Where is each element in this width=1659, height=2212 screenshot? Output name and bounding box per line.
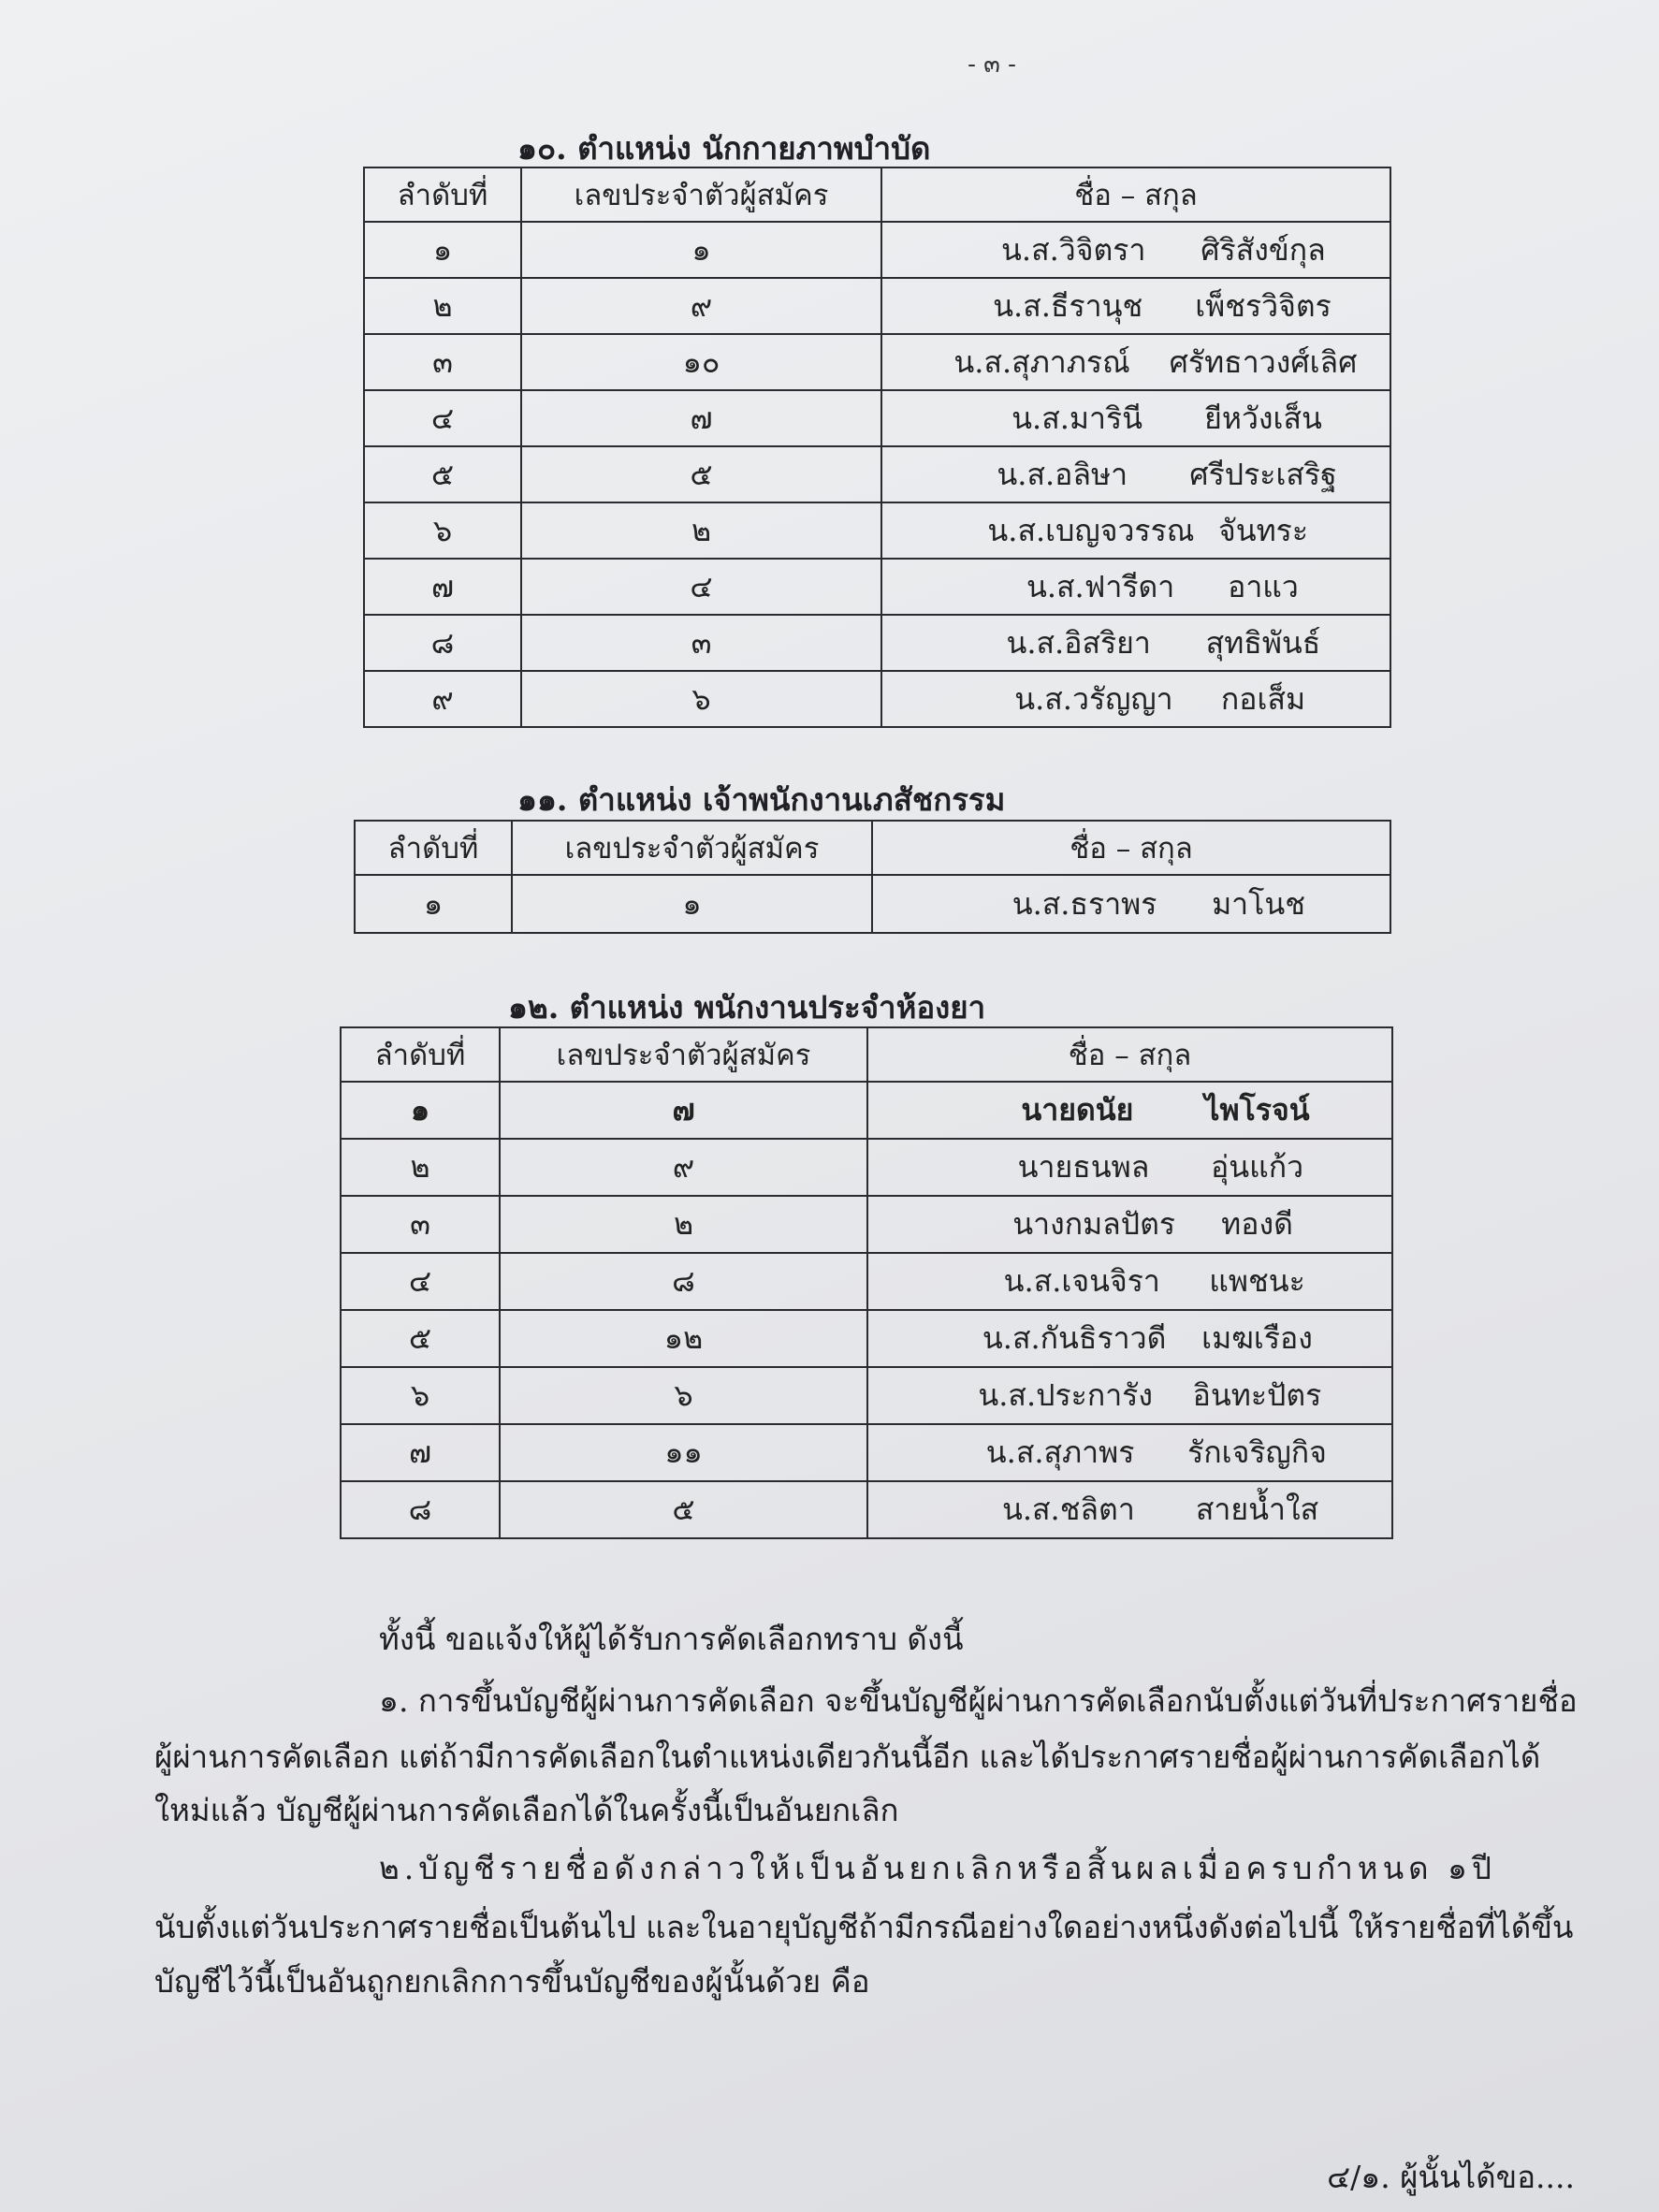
- row-name: [881, 446, 1390, 502]
- row-order: ๒: [341, 1139, 500, 1196]
- row-order: ๙: [364, 671, 521, 727]
- last-name: เพ็ชรวิจิตร: [1195, 287, 1332, 324]
- row-applicant-id: ๑๑: [500, 1424, 867, 1481]
- notice-item1-line2: ผู้ผ่านการคัดเลือก แต่ถ้ามีการคัดเลือกในตำแหน่งเดียวกันนี้อีก และได้ประกาศรายชื่อผู้ผ่านการคัดเลือกได้: [154, 1739, 1541, 1775]
- header-order: ลำดับที่: [355, 821, 512, 875]
- row-applicant-id: ๕: [500, 1481, 867, 1538]
- row-applicant-id: ๑: [512, 875, 872, 933]
- first-name: น.ส.วิจิตรา: [1001, 231, 1146, 268]
- first-name: น.ส.เบญจวรรณ: [987, 512, 1195, 548]
- first-name: น.ส.สุภาพร: [985, 1434, 1135, 1470]
- row-order: ๗: [364, 559, 521, 615]
- row-order: ๓: [341, 1196, 500, 1253]
- first-name: น.ส.มารินี: [1011, 400, 1143, 436]
- table-row: [341, 1367, 1392, 1424]
- row-order: ๑: [355, 875, 512, 933]
- row-applicant-id: ๘: [500, 1253, 867, 1310]
- row-applicant-id: ๔: [521, 559, 881, 615]
- first-name: นายธนพล: [1017, 1149, 1150, 1185]
- table-row: [364, 559, 1390, 615]
- row-name: [867, 1196, 1392, 1253]
- table-row: [341, 1196, 1392, 1253]
- last-name: จันทระ: [1217, 512, 1309, 548]
- first-name: น.ส.วรัญญา: [1014, 680, 1173, 717]
- row-name: [867, 1424, 1392, 1481]
- row-order: ๑: [341, 1082, 500, 1139]
- table-row: [364, 502, 1390, 559]
- last-name: อาแว: [1228, 568, 1299, 604]
- row-name: [881, 615, 1390, 671]
- table-row: [364, 334, 1390, 390]
- last-name: รักเจริญกิจ: [1187, 1434, 1327, 1470]
- first-name: นางกมลปัตร: [1012, 1206, 1176, 1242]
- table-physical-therapist: [363, 167, 1391, 728]
- row-applicant-id: ๖: [500, 1367, 867, 1424]
- row-applicant-id: ๒: [500, 1196, 867, 1253]
- row-name: [881, 502, 1390, 559]
- row-order: ๑: [364, 222, 521, 278]
- first-name: น.ส.ชลิตา: [1001, 1492, 1135, 1527]
- row-name: [881, 671, 1390, 727]
- row-name: [867, 1481, 1392, 1538]
- table-row: [364, 446, 1390, 502]
- first-name: น.ส.ธราพร: [1011, 885, 1157, 922]
- last-name: ทองดี: [1221, 1206, 1293, 1242]
- table-pharmacy-officer: [354, 820, 1391, 934]
- table-row: [341, 1310, 1392, 1367]
- row-name: [867, 1082, 1392, 1139]
- table-row: [341, 1139, 1392, 1196]
- table-header-row: [364, 167, 1390, 222]
- table-row: [341, 1481, 1392, 1538]
- first-name: น.ส.ประการัง: [978, 1377, 1153, 1413]
- last-name: ยีหวังเส็น: [1204, 400, 1322, 436]
- row-order: ๒: [364, 278, 521, 334]
- first-name: น.ส.อลิษา: [997, 456, 1128, 492]
- notice-item2-line3: บัญชีไว้นี้เป็นอันถูกยกเลิกการขึ้นบัญชีของผู้นั้นด้วย คือ: [154, 1963, 870, 2000]
- last-name: เมฆเรือง: [1201, 1320, 1313, 1356]
- last-name: แพชนะ: [1209, 1263, 1305, 1299]
- first-name: น.ส.อิสริยา: [1006, 624, 1151, 661]
- first-name: น.ส.ธีรานุช: [993, 287, 1143, 324]
- row-name: [881, 559, 1390, 615]
- row-name: [867, 1310, 1392, 1367]
- last-name: กอเส็ม: [1220, 680, 1306, 717]
- row-applicant-id: ๓: [521, 615, 881, 671]
- page-number: - ๓ -: [968, 51, 1016, 79]
- row-applicant-id: ๗: [500, 1082, 867, 1139]
- table-row: [364, 222, 1390, 278]
- row-order: ๗: [341, 1424, 500, 1481]
- row-order: ๘: [341, 1481, 500, 1538]
- row-order: ๓: [364, 334, 521, 390]
- table-row: [364, 671, 1390, 727]
- row-name: [881, 278, 1390, 334]
- row-order: ๖: [341, 1367, 500, 1424]
- row-applicant-id: ๑๐: [521, 334, 881, 390]
- section-title-11: ๑๑. ตำแหน่ง เจ้าพนักงานเภสัชกรรม: [517, 781, 1006, 818]
- row-order: ๕: [364, 446, 521, 502]
- notice-item1-line3: ใหม่แล้ว บัญชีผู้ผ่านการคัดเลือกได้ในครั้งนี้เป็นอันยกเลิก: [154, 1792, 899, 1828]
- row-order: ๕: [341, 1310, 500, 1367]
- row-applicant-id: ๑: [521, 222, 881, 278]
- table-row: [364, 615, 1390, 671]
- row-name: [881, 334, 1390, 390]
- row-applicant-id: ๙: [500, 1139, 867, 1196]
- table-row: [341, 1082, 1392, 1139]
- row-applicant-id: ๗: [521, 390, 881, 446]
- last-name: อินทะปัตร: [1192, 1377, 1322, 1413]
- notice-intro: ทั้งนี้ ขอแจ้งให้ผู้ได้รับการคัดเลือกทราบ ดังนี้: [379, 1621, 964, 1657]
- last-name: ศรีประเสริฐ: [1189, 456, 1337, 492]
- last-name: ศิริสังข์กุล: [1201, 231, 1326, 268]
- table-row: [341, 1424, 1392, 1481]
- row-order: ๔: [364, 390, 521, 446]
- last-name: มาโนช: [1212, 885, 1305, 922]
- row-name: [881, 390, 1390, 446]
- notice-item2-line1: ๒.บัญชีรายชื่อดังกล่าวให้เป็นอันยกเลิกหรือสิ้นผลเมื่อครบกำหนด ๑ปี: [379, 1850, 1496, 1886]
- section-title-10: ๑๐. ตำแหน่ง นักกายภาพบำบัด: [517, 130, 931, 167]
- row-applicant-id: ๙: [521, 278, 881, 334]
- first-name: น.ส.สุภาภรณ์: [953, 343, 1130, 380]
- table-row: [341, 1253, 1392, 1310]
- row-name: [867, 1253, 1392, 1310]
- row-name: [867, 1367, 1392, 1424]
- row-name: [867, 1139, 1392, 1196]
- first-name: น.ส.กันธิราวดี: [982, 1320, 1167, 1356]
- first-name: นายดนัย: [1021, 1092, 1134, 1128]
- continuation-note: ๔/๑. ผู้นั้นได้ขอ....: [1327, 2159, 1575, 2195]
- table-row: [364, 278, 1390, 334]
- row-applicant-id: ๖: [521, 671, 881, 727]
- table-row: [355, 875, 1390, 933]
- first-name: น.ส.ฟารีดา: [1026, 568, 1175, 604]
- header-order: ลำดับที่: [364, 167, 521, 222]
- header-applicant-id: เลขประจำตัวผู้สมัคร: [512, 821, 872, 875]
- section-title-12: ๑๒. ตำแหน่ง พนักงานประจำห้องยา: [508, 989, 986, 1026]
- header-order: ลำดับที่: [341, 1027, 500, 1082]
- row-name: [881, 222, 1390, 278]
- row-order: ๔: [341, 1253, 500, 1310]
- last-name: ศรัทธาวงศ์เลิศ: [1169, 343, 1358, 380]
- header-name: ชื่อ – สกุล: [867, 1027, 1392, 1082]
- row-applicant-id: ๕: [521, 446, 881, 502]
- table-row: [364, 390, 1390, 446]
- last-name: อุ่นแก้ว: [1210, 1149, 1304, 1185]
- last-name: สายน้ำใส: [1195, 1492, 1319, 1527]
- row-order: ๘: [364, 615, 521, 671]
- row-order: ๖: [364, 502, 521, 559]
- last-name: สุทธิพันธ์: [1205, 624, 1321, 661]
- row-applicant-id: ๑๒: [500, 1310, 867, 1367]
- notice-item2-line2: นับตั้งแต่วันประกาศรายชื่อเป็นต้นไป และในอายุบัญชีถ้ามีกรณีอย่างใดอย่างหนึ่งดังต่อไปนี้ ให้รายชื่อที่ได้ขึ้น: [154, 1909, 1574, 1945]
- table-header-row: [355, 821, 1390, 875]
- table-pharmacy-room-staff: [340, 1026, 1393, 1539]
- first-name: น.ส.เจนจิรา: [1003, 1263, 1160, 1299]
- header-applicant-id: เลขประจำตัวผู้สมัคร: [500, 1027, 867, 1082]
- table-header-row: [341, 1027, 1392, 1082]
- notice-item1-line1: ๑. การขึ้นบัญชีผู้ผ่านการคัดเลือก จะขึ้นบัญชีผู้ผ่านการคัดเลือกนับตั้งแต่วันที่ประกาศรายชื่อ: [379, 1682, 1578, 1719]
- row-name: [872, 875, 1390, 933]
- header-name: ชื่อ – สกุล: [872, 821, 1390, 875]
- last-name: ไพโรจน์: [1204, 1092, 1310, 1128]
- header-applicant-id: เลขประจำตัวผู้สมัคร: [521, 167, 881, 222]
- header-name: ชื่อ – สกุล: [881, 167, 1390, 222]
- row-applicant-id: ๒: [521, 502, 881, 559]
